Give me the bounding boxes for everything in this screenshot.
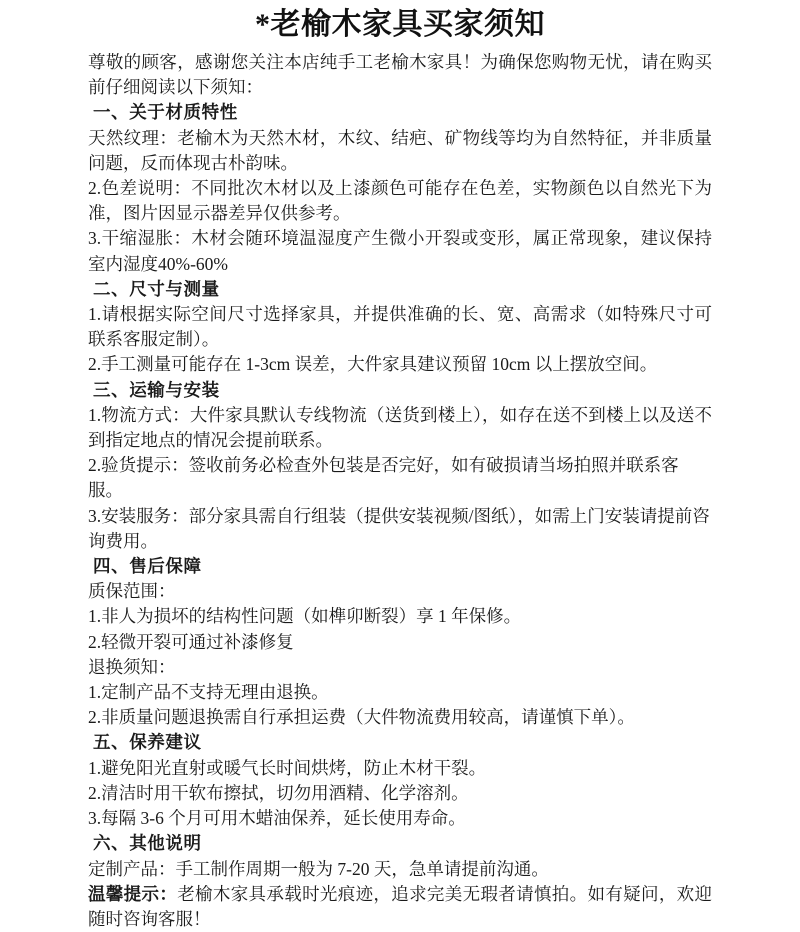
section-heading-3: 三、运输与安装	[93, 379, 220, 400]
section-4-item-3: 1.定制产品不支持无理由退换。	[88, 682, 329, 703]
page-title: *老榆木家具买家须知	[255, 8, 545, 41]
section-4-item-2: 2.轻微开裂可通过补漆修复	[88, 631, 294, 652]
intro-paragraph: 尊敬的顾客，感谢您关注本店纯手工老榆木家具！为确保您购物无忧，请在购买前仔细阅读以下须知：	[88, 52, 712, 98]
section-heading-4: 四、售后保障	[93, 556, 202, 577]
footer-note-text: 老榆木家具承载时光痕迹，追求完美无瑕者请慎拍。如有疑问，欢迎随时咨询客服！	[88, 883, 713, 929]
section-1-item-2: 2.色差说明：不同批次木材以及上漆颜色可能存在色差，实物颜色以自然光下为准，图片因显示器差异仅供参考。	[88, 178, 712, 224]
footer-note	[88, 882, 712, 932]
section-5-item-2: 2.清洁时用干软布擦拭，切勿用酒精、化学溶剂。	[88, 782, 469, 803]
section-heading-2: 二、尺寸与测量	[93, 278, 220, 299]
section-1-item-1: 天然纹理：老榆木为天然木材，木纹、结疤、矿物线等均为自然特征，并非质量问题，反而体现古朴韵味。	[88, 127, 712, 173]
section-4-warranty-label: 质保范围：	[88, 581, 176, 602]
section-2-item-1: 1.请根据实际空间尺寸选择家具，并提供准确的长、宽、高需求（如特殊尺寸可联系客服定制）。	[88, 304, 712, 350]
section-3-item-3: 3.安装服务：部分家具需自行组装（提供安装视频/图纸），如需上门安装请提前咨询费用。	[88, 505, 710, 551]
section-4-return-label: 退换须知：	[88, 656, 176, 677]
section-4-item-1: 1.非人为损坏的结构性问题（如榫卯断裂）享 1 年保修。	[88, 606, 522, 627]
footer-note-label: 温馨提示：	[88, 883, 178, 904]
section-6-item-1: 定制产品：手工制作周期一般为 7-20 天，急单请提前沟通。	[88, 858, 549, 879]
section-5-item-3: 3.每隔 3-6 个月可用木蜡油保养，延长使用寿命。	[88, 808, 466, 829]
section-heading-1: 一、关于材质特性	[93, 102, 238, 123]
section-2-item-2: 2.手工测量可能存在 1-3cm 误差，大件家具建议预留 10cm 以上摆放空间。	[88, 354, 658, 375]
section-heading-6: 六、其他说明	[93, 833, 202, 854]
section-3-item-2: 2.验货提示：签收前务必检查外包装是否完好，如有破损请当场拍照并联系客服。	[88, 455, 679, 501]
document-page	[0, 6, 800, 929]
section-4-item-4: 2.非质量问题退换需自行承担运费（大件物流费用较高，请谨慎下单）。	[88, 707, 635, 728]
section-5-item-1: 1.避免阳光直射或暖气长时间烘烤，防止木材干裂。	[88, 757, 487, 778]
section-heading-5: 五、保养建议	[93, 732, 202, 753]
section-3-item-1: 1.物流方式：大件家具默认专线物流（送货到楼上），如存在送不到楼上以及送不到指定地点的情况会提前联系。	[88, 404, 712, 451]
section-1-item-3: 3.干缩湿胀：木材会随环境温湿度产生微小开裂或变形，属正常现象，建议保持室内湿度40%-60%	[88, 228, 712, 274]
